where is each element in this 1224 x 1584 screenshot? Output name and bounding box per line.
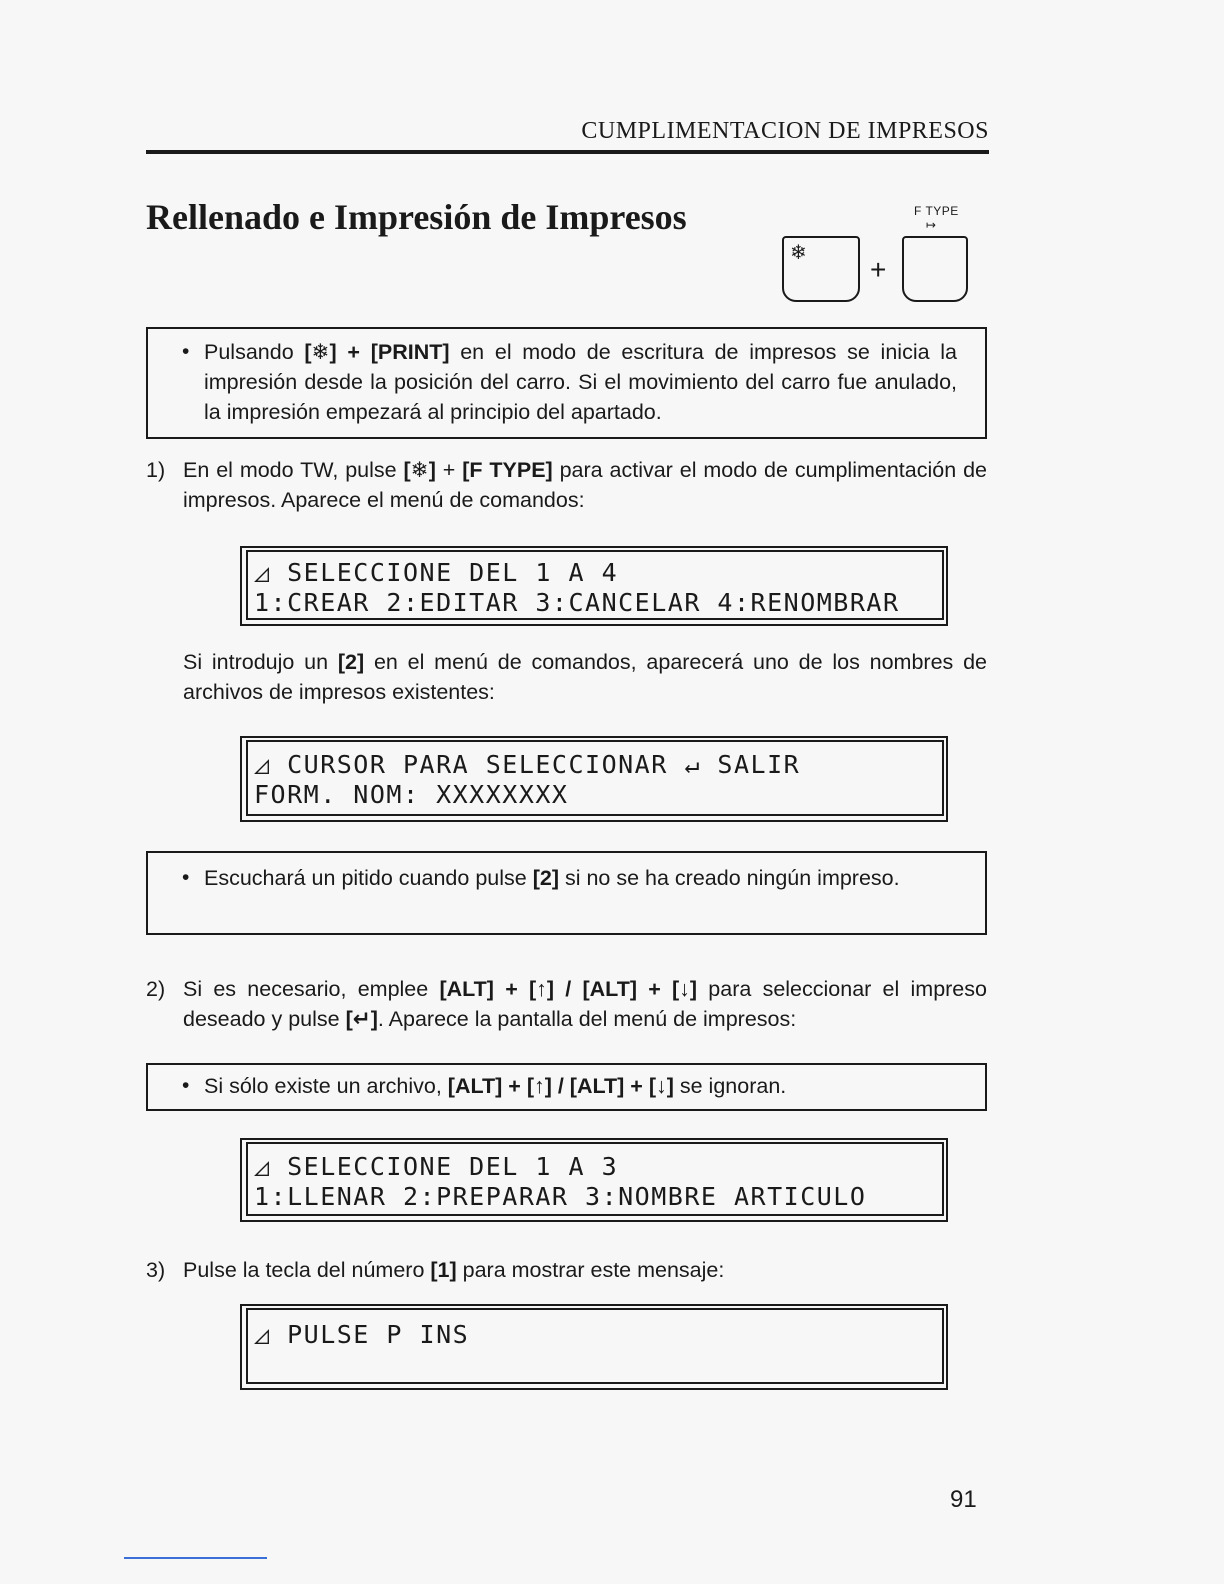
code-key xyxy=(782,236,860,302)
header-rule xyxy=(146,150,989,154)
plus-sign: + xyxy=(870,254,887,285)
bullet-icon: • xyxy=(182,866,190,889)
lcd-line-2: 1:CREAR 2:EDITAR 3:CANCELAR 4:RENOMBRAR xyxy=(254,588,900,617)
note-single-file-text: Si sólo existe un archivo, [ALT] + [↑] / [ALT] + [↓] se ignoran. xyxy=(204,1074,787,1098)
note-box-single-file xyxy=(146,1063,987,1111)
lcd-display-command-menu xyxy=(240,546,948,626)
step-2-number: 2) xyxy=(146,977,166,1001)
tab-arrow-icon: ↦ xyxy=(926,218,937,232)
paragraph-existing-files: Si introdujo un [2] en el menú de comandos, aparecerá uno de los nombres de archivos de impresos existentes: xyxy=(183,650,987,704)
bullet-icon: • xyxy=(182,340,190,363)
step-1-text: En el modo TW, pulse [❄] + [F TYPE] para activar el modo de cumplimentación de impresos. Aparece el menú de comandos: xyxy=(183,458,987,512)
step-1-number: 1) xyxy=(146,458,166,482)
note-print-text: Pulsando [❄] + [PRINT] en el modo de escritura de impresos se inicia la impresión desde la posición del carro. Si el movimiento del carro fue anulado, la impresión empezará al principio del apartado. xyxy=(204,340,957,424)
step-3-text: Pulse la tecla del número [1] para mostrar este mensaje: xyxy=(183,1258,725,1282)
lcd-display-form-menu xyxy=(240,1138,948,1222)
note-box-beep xyxy=(146,851,987,935)
note-box-print xyxy=(146,327,987,439)
lcd-line-2: 1:LLENAR 2:PREPARAR 3:NOMBRE ARTICULO xyxy=(254,1182,867,1211)
lcd-line-1: ◿ SELECCIONE DEL 1 A 3 xyxy=(254,1152,619,1181)
lcd-line-1: ◿ CURSOR PARA SELECCIONAR ↵ SALIR xyxy=(254,750,801,779)
step-3-number: 3) xyxy=(146,1258,166,1282)
footer-link-line xyxy=(124,1557,267,1559)
step-2-text: Si es necesario, emplee [ALT] + [↑] / [ALT] + [↓] para seleccionar el impreso deseado y pulse [↵]. Aparece la pantalla del menú de impresos: xyxy=(183,977,987,1031)
key-combination xyxy=(780,202,980,312)
bullet-icon: • xyxy=(182,1074,190,1097)
lcd-line-1: ◿ PULSE P INS xyxy=(254,1320,470,1349)
ftype-key-label: F TYPE xyxy=(914,204,959,218)
code-key-icon: ❄ xyxy=(790,242,807,264)
ftype-key xyxy=(902,236,968,302)
note-beep-text: Escuchará un pitido cuando pulse [2] si no se ha creado ningún impreso. xyxy=(204,866,900,890)
lcd-display-file-select xyxy=(240,736,948,822)
lcd-display-press-ins xyxy=(240,1304,948,1390)
lcd-line-2: FORM. NOM: XXXXXXXX xyxy=(254,780,569,809)
running-header: CUMPLIMENTACION DE IMPRESOS xyxy=(581,118,989,144)
lcd-line-1: ◿ SELECCIONE DEL 1 A 4 xyxy=(254,558,619,587)
page-title: Rellenado e Impresión de Impresos xyxy=(146,197,687,237)
page-number: 91 xyxy=(950,1486,977,1513)
